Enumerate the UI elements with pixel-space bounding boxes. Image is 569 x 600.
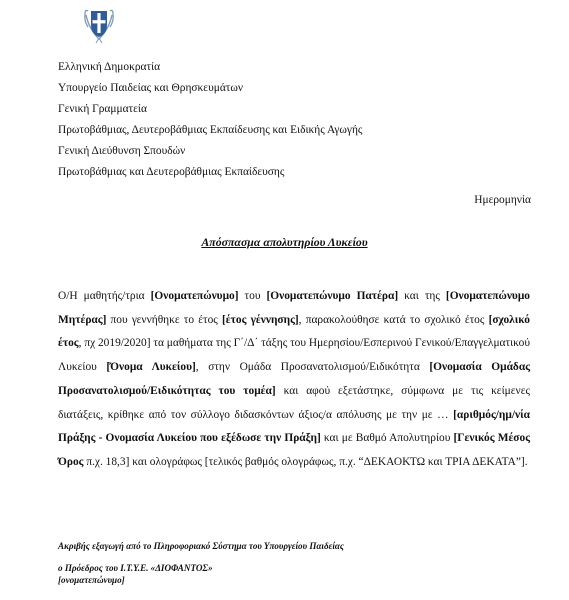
placeholder-student-name: [Ονοματεπώνυμο]: [150, 290, 239, 302]
placeholder-school-year: [σχολικό έτος: [58, 313, 530, 350]
footer-president-title: ο Πρόεδρος του Ι.Τ.Υ.Ε. «ΔΙΟΦΑΝΤΟΣ»: [58, 562, 213, 573]
issuing-authority-header: [58, 57, 362, 184]
header-line-general-secretariat: Γενική Γραμματεία: [58, 103, 147, 116]
body-text: και με Βαθμό Απολυτηρίου: [320, 432, 454, 445]
signature-footer: [58, 540, 344, 587]
date-label: Ημερομηνία: [474, 194, 531, 206]
header-line-republic: Ελληνική Δημοκρατία: [58, 61, 161, 73]
header-line-education-scope: Πρωτοβάθμιας και Δευτεροβάθμιας Εκπαίδευσης: [58, 166, 285, 179]
placeholder-school-name: [Όνομα Λυκείου]: [106, 361, 196, 374]
placeholder-grade-average: [Γενικός Μέσος Όρος: [58, 432, 531, 468]
body-text: και αφού εξετάστηκε, σύμφωνα με τις κείμενες διατάξεις, κρίθηκε από τον σύλλογο διδασκόντων άξιος/α απόλυσης με την με …: [58, 384, 530, 421]
footer-president-name-placeholder: [ονοματεπώνυμο]: [58, 575, 125, 585]
placeholder-act-reference: [αριθμός/ημ/νία Πράξης - Ονομασία Λυκείου που εξέδωσε την Πράξη]: [58, 408, 530, 445]
placeholder-mother-name: [Ονοματεπώνυμο Μητέρας]: [58, 290, 530, 326]
header-line-education-levels: Πρωτοβάθμιας, Δευτεροβάθμιας Εκπαίδευσης και Ειδικής Αγωγής: [58, 124, 363, 137]
placeholder-orientation-group: [Ονομασία Ομάδας Προσανατολισμού/Ειδικότητας του τομέα]: [58, 361, 531, 397]
body-text: και της: [398, 290, 446, 302]
body-text: , παρακολούθησε κατά το σχολικό έτος: [298, 313, 489, 326]
header-line-directorate: Γενική Διεύθυνση Σπουδών: [58, 145, 186, 158]
certificate-body-paragraph: [58, 285, 530, 475]
header-line-ministry: Υπουργείο Παιδείας και Θρησκευμάτων: [58, 82, 244, 95]
body-text: Ο/Η μαθητής/τρια: [58, 290, 151, 302]
body-text: , στην Ομάδα Προσανατολισμού/Ειδικότητα: [195, 361, 430, 374]
document-title: Απόσπασμα απολυτηρίου Λυκείου: [201, 235, 368, 249]
body-text: που γεννήθηκε το έτος: [106, 313, 222, 326]
body-text: του: [238, 290, 267, 302]
body-text: π.χ. 18,3] και ολογράφως [τελικός βαθμός ολογράφως, π.χ. “ΔΕΚΑΟΚΤΩ και ΤΡΙΑ ΔΕΚΑΤΑ”].: [83, 455, 528, 468]
placeholder-father-name: [Ονοματεπώνυμο Πατέρα]: [266, 290, 399, 302]
footer-spacer: [58, 553, 344, 562]
placeholder-birth-year: [έτος γέννησης]: [221, 313, 299, 326]
greek-coat-of-arms-emblem: [82, 5, 116, 45]
body-text: , πχ 2019/2020] τα μαθήματα της Γ΄/Δ΄ τάξης του Ημερησίου/Εσπερινού Γενικού/Επαγγελματικού Λυκείου: [58, 337, 530, 374]
footer-extraction-note: Ακριβής εξαγωγή από το Πληροφοριακό Σύστημα του Υπουργείου Παιδείας: [58, 541, 344, 551]
